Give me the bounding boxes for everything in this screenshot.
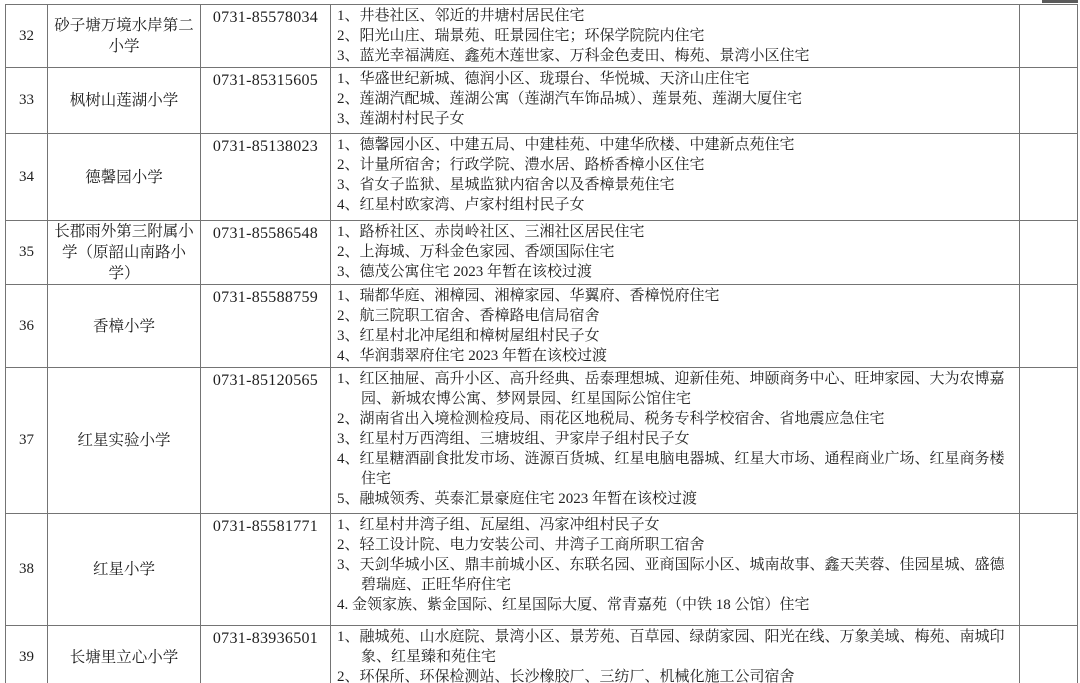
table-body [6,5,1078,683]
crop-artifact [1042,0,1078,3]
row-number-cell: 32 [6,5,48,68]
district-item: 4、红星村欧家湾、卢家村组村民子女 [337,197,585,213]
empty-cell [1020,368,1078,514]
row-number-cell: 36 [6,285,48,368]
phone-cell: 0731-85588759 [201,285,331,368]
empty-cell [1020,514,1078,626]
school-name-cell: 砂子塘万境水岸第二小学 [48,5,201,68]
district-item: 2、莲湖汽配城、莲湖公寓（莲湖汽车饰品城）、莲景苑、莲湖大厦住宅 [337,91,803,107]
district-item: 3、蓝光幸福满庭、鑫苑木莲世家、万科金色麦田、梅苑、景湾小区住宅 [337,48,810,64]
district-item: 3、德茂公寓住宅 2023 年暂在该校过渡 [337,264,593,280]
table-row [6,514,1078,626]
district-item: 1、路桥社区、赤岗岭社区、三湘社区居民住宅 [337,224,645,240]
district-item: 1、德馨园小区、中建五局、中建桂苑、中建华欣楼、中建新点苑住宅 [337,137,795,153]
empty-cell [1020,5,1078,68]
table-row [6,5,1078,68]
table-row [6,626,1078,683]
row-number-cell: 34 [6,134,48,221]
district-item: 2、上海城、万科金色家园、香颂国际住宅 [337,244,615,260]
table-row [6,368,1078,514]
district-item: 3、莲湖村村民子女 [337,111,465,127]
district-item: 1、瑞都华庭、湘樟园、湘樟家园、华翼府、香樟悦府住宅 [337,288,720,304]
phone-cell: 0731-85120565 [201,368,331,514]
phone-cell: 0731-85138023 [201,134,331,221]
phone-cell: 0731-83936501 [201,626,331,683]
row-number-cell: 38 [6,514,48,626]
empty-cell [1020,285,1078,368]
row-number-cell: 33 [6,68,48,134]
districts-cell [331,368,1020,514]
phone-cell: 0731-85578034 [201,5,331,68]
districts-cell [331,514,1020,626]
district-item: 2、航三院职工宿舍、香樟路电信局宿舍 [337,308,600,324]
district-item: 3、红星村万西湾组、三塘坡组、尹家岸子组村民子女 [337,431,690,447]
districts-cell [331,221,1020,285]
empty-cell [1020,68,1078,134]
district-item: 3、天剑华城小区、鼎丰前城小区、东联名园、亚商国际小区、城南故事、鑫天芙蓉、佳园星城、盛德碧瑞庭、正旺华府住宅 [337,557,1005,593]
district-item: 1、融城苑、山水庭院、景湾小区、景芳苑、百草园、绿荫家园、阳光在线、万象美域、梅苑、南城印象、红星臻和苑住宅 [337,629,1005,665]
school-name-cell: 红星小学 [48,514,201,626]
school-districts-table [5,4,1078,683]
district-item: 1、华盛世纪新城、德润小区、珑璟台、华悦城、天济山庄住宅 [337,71,750,87]
phone-cell: 0731-85581771 [201,514,331,626]
school-name-cell: 枫树山莲湖小学 [48,68,201,134]
school-name-cell: 香樟小学 [48,285,201,368]
phone-cell: 0731-85586548 [201,221,331,285]
district-item: 2、湖南省出入境检测检疫局、雨花区地税局、税务专科学校宿舍、省地震应急住宅 [337,411,885,427]
table-row [6,68,1078,134]
district-item: 5、融城领秀、英泰汇景豪庭住宅 2023 年暂在该校过渡 [337,491,698,507]
table-row [6,221,1078,285]
school-name-cell: 长塘里立心小学 [48,626,201,683]
district-item: 1、红星村井湾子组、瓦屋组、冯家冲组村民子女 [337,517,660,533]
row-number-cell: 39 [6,626,48,683]
table-row [6,285,1078,368]
phone-cell: 0731-85315605 [201,68,331,134]
district-item: 1、井巷社区、邻近的井塘村居民住宅 [337,8,585,24]
district-item: 1、红区抽屉、高升小区、高升经典、岳泰理想城、迎新佳苑、坤颐商务中心、旺坤家园、大为农博嘉园、新城农博公寓、梦网景园、红星国际公馆住宅 [337,371,1005,407]
district-item: 4、华润翡翠府住宅 2023 年暂在该校过渡 [337,348,608,364]
school-name-cell: 长郡雨外第三附属小学（原韶山南路小学） [48,221,201,285]
row-number-cell: 37 [6,368,48,514]
districts-cell [331,68,1020,134]
district-item: 2、环保所、环保检测站、长沙橡胶厂、三纺厂、机械化施工公司宿舍 [337,669,795,683]
empty-cell [1020,134,1078,221]
district-item: 2、阳光山庄、瑞景苑、旺景园住宅；环保学院院内住宅 [337,28,705,44]
empty-cell [1020,626,1078,683]
school-name-cell: 红星实验小学 [48,368,201,514]
row-number-cell: 35 [6,221,48,285]
district-item: 2、轻工设计院、电力安装公司、井湾子工商所职工宿舍 [337,537,705,553]
districts-cell [331,134,1020,221]
district-item: 3、省女子监狱、星城监狱内宿舍以及香樟景苑住宅 [337,177,675,193]
district-item: 2、计量所宿舍；行政学院、澧水居、路桥香樟小区住宅 [337,157,705,173]
district-item: 4. 金领家族、紫金国际、红星国际大厦、常青嘉苑（中铁 18 公馆）住宅 [337,597,810,613]
table-row [6,134,1078,221]
district-item: 4、红星糖酒副食批发市场、涟源百货城、红星电脑电器城、红星大市场、通程商业广场、红星商务楼住宅 [337,451,1005,487]
school-name-cell: 德馨园小学 [48,134,201,221]
empty-cell [1020,221,1078,285]
district-item: 3、红星村北冲尾组和樟树屋组村民子女 [337,328,600,344]
districts-cell [331,5,1020,68]
districts-cell [331,285,1020,368]
districts-cell [331,626,1020,683]
